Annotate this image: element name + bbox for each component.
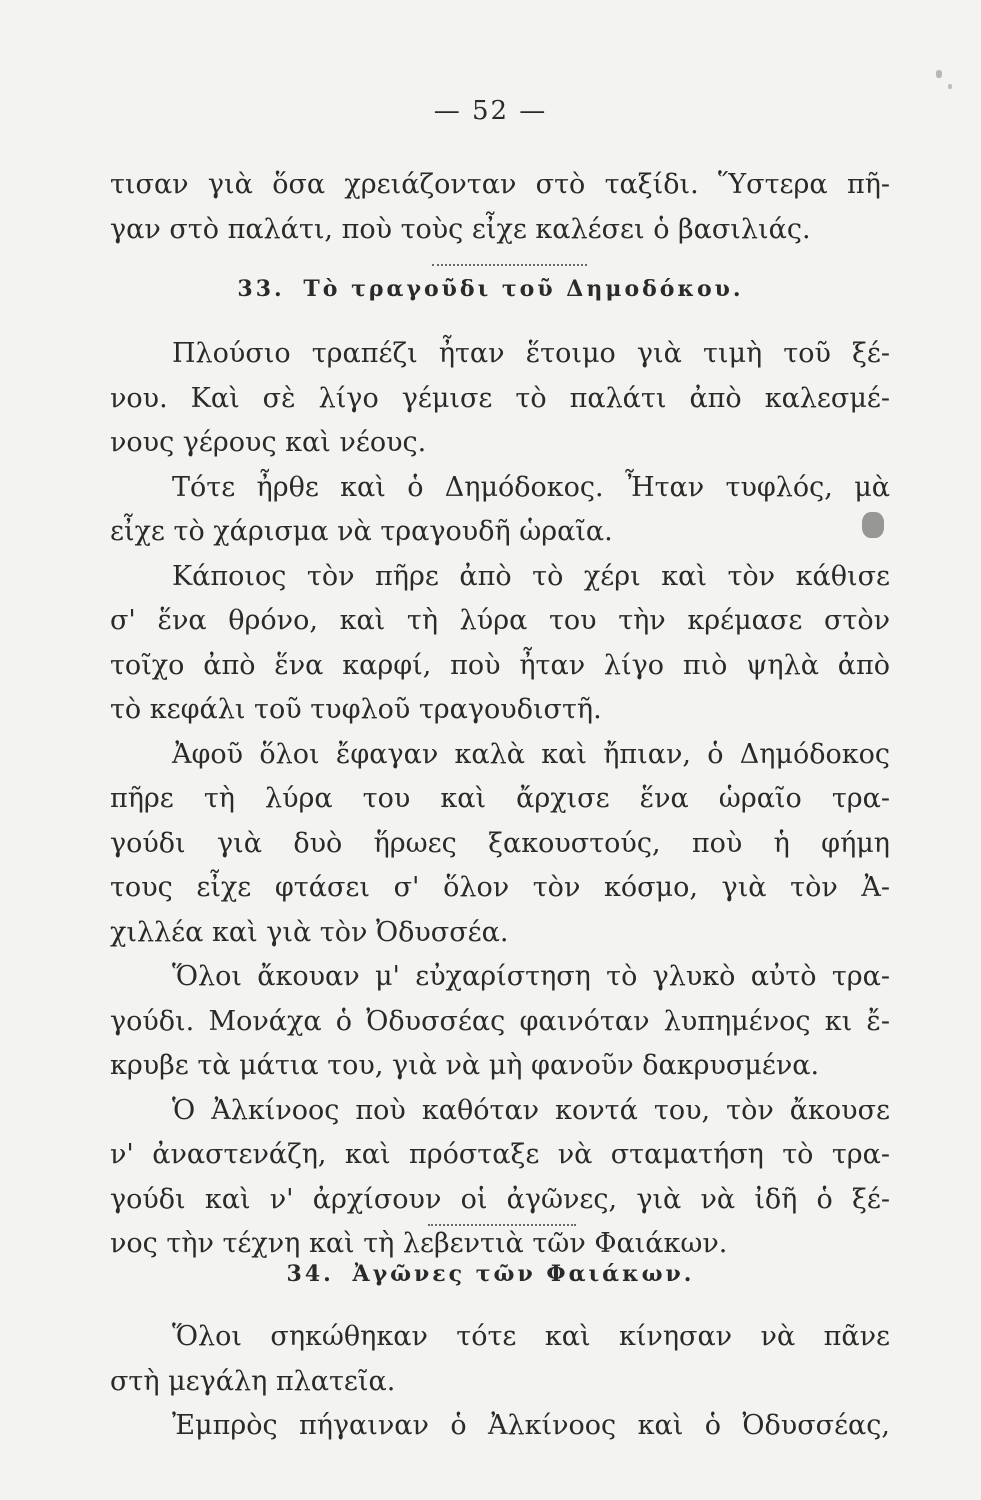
text-line: Κάποιος τὸν πῆρε ἀπὸ τὸ χέρι καὶ τὸν κάθισε: [172, 560, 890, 592]
text-line: Τότε ἦρθε καὶ ὁ Δημόδοκος. Ἦταν τυφλός, μὰ: [172, 471, 890, 503]
text-line: Ἀφοῦ ὅλοι ἔφαγαν καλὰ καὶ ἤπιαν, ὁ Δημόδοκος: [172, 738, 890, 770]
section-number: 34.: [286, 1261, 334, 1287]
ink-speck: [948, 84, 952, 89]
section-divider: [428, 1224, 576, 1226]
text-line: Ὁ Ἀλκίνοος ποὺ καθόταν κοντά του, τὸν ἄκουσε: [172, 1094, 890, 1126]
text-line: χιλλέα καὶ γιὰ τὸν Ὀδυσσέα.: [110, 916, 509, 948]
text-line: στὴ μεγάλη πλατεῖα.: [110, 1365, 396, 1397]
text-line: τους εἶχε φτάσει σ' ὅλον τὸν κόσμο, γιὰ τὸν Ἀ-: [110, 872, 890, 903]
section-34-body: [110, 1315, 890, 1449]
section-heading-34: [0, 1261, 981, 1287]
text-line: πῆρε τὴ λύρα του καὶ ἄρχισε ἕνα ὡραῖο τρα-: [110, 783, 890, 814]
text-line: γούδι γιὰ δυὸ ἥρωες ξακουστούς, ποὺ ἡ φήμη: [110, 827, 890, 859]
text-line: κρυβε τὰ μάτια του, γιὰ νὰ μὴ φανοῦν δακρυσμένα.: [110, 1050, 820, 1081]
section-title: Τὸ τραγοῦδι τοῦ Δημοδόκου.: [303, 276, 744, 302]
text-line: νους γέρους καὶ νέους.: [110, 427, 427, 458]
text-line: γούδι καὶ ν' ἀρχίσουν οἱ ἀγῶνες, γιὰ νὰ ἰδῆ ὁ ξέ-: [110, 1183, 890, 1215]
text-line: σ' ἕνα θρόνο, καὶ τὴ λύρα του τὴν κρέμασε στὸν: [110, 605, 890, 636]
text-line: Ὅλοι σηκώθηκαν τότε καὶ κίνησαν νὰ πᾶνε: [172, 1321, 890, 1352]
text-line: Πλούσιο τραπέζι ἦταν ἕτοιμο γιὰ τιμὴ τοῦ ξέ-: [172, 338, 890, 369]
ink-speck: [936, 70, 942, 78]
text-line: τοῖχο ἀπὸ ἕνα καρφί, ποὺ ἦταν λίγο πιὸ ψηλὰ ἀπὸ: [110, 649, 890, 681]
section-heading-33: [0, 276, 981, 302]
section-33-body: [110, 332, 890, 1267]
text-line: Ὅλοι ἄκουαν μ' εὐχαρίστηση τὸ γλυκὸ αὐτὸ τρα-: [172, 961, 890, 992]
text-line: νου. Καὶ σὲ λίγο γέμισε τὸ παλάτι ἀπὸ καλεσμέ-: [110, 382, 890, 414]
text-line: γούδι. Μονάχα ὁ Ὀδυσσέας φαινόταν λυπημένος κι ἔ-: [110, 1005, 890, 1037]
section-number: 33.: [237, 276, 285, 302]
page-number: — 52 —: [433, 96, 548, 126]
text-line: τὸ κεφάλι τοῦ τυφλοῦ τραγουδιστῆ.: [110, 694, 602, 725]
text-line: νος τὴν τέχνη καὶ τὴ λεβεντιὰ τῶν Φαιάκων.: [110, 1228, 728, 1259]
section-divider: [432, 264, 587, 266]
ink-smudge: [862, 512, 884, 538]
paragraph-continuation: [110, 163, 890, 252]
text-line: εἶχε τὸ χάρισμα νὰ τραγουδῆ ὡραῖα.: [110, 516, 613, 547]
section-title: Ἀγῶνες τῶν Φαιάκων.: [352, 1261, 695, 1287]
text-line: ν' ἀναστενάζη, καὶ πρόσταξε νὰ σταματήση τὸ τρα-: [110, 1139, 890, 1170]
text-line: τισαν γιὰ ὅσα χρειάζονταν στὸ ταξίδι. Ὕστερα πῆ-: [110, 169, 890, 200]
text-line: γαν στὸ παλάτι, ποὺ τοὺς εἶχε καλέσει ὁ βασιλιάς.: [110, 213, 811, 245]
text-line: Ἐμπρὸς πήγαιναν ὁ Ἀλκίνοος καὶ ὁ Ὀδυσσέας,: [172, 1410, 890, 1441]
